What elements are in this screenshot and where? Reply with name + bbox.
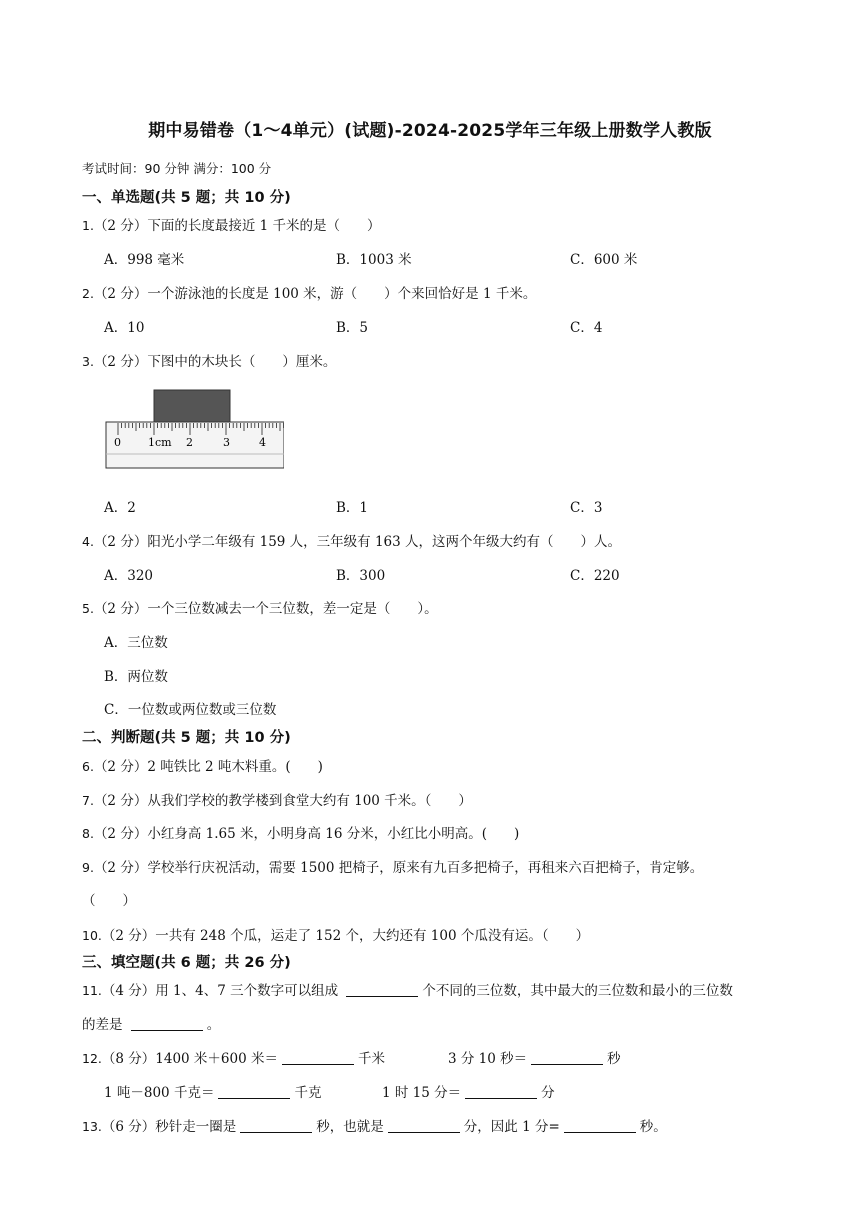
question-text: （2 分）从我们学校的教学楼到食堂大约有 100 千米。（ ） (93, 793, 472, 809)
question-text: 千克 (294, 1085, 322, 1101)
question-text: （2 分）一个游泳池的长度是 100 米，游（ ）个来回恰好是 1 千米。 (93, 286, 537, 302)
question-12-b (448, 1047, 621, 1067)
question-text: 1 时 15 分＝ (382, 1085, 462, 1101)
question-text: 1 吨－800 千克＝ (104, 1085, 215, 1101)
question-number: 1. (82, 218, 94, 233)
option-c[interactable]: C．3 (570, 500, 603, 516)
question-number: 13. (82, 1119, 102, 1134)
question-text: （2 分）一个三位数减去一个三位数，差一定是（ ）。 (93, 601, 438, 617)
question-text: （8 分）1400 米＋600 米＝ (101, 1051, 278, 1067)
question-text: 千米 (357, 1051, 385, 1067)
answer-blank[interactable] (131, 1016, 203, 1031)
option-b[interactable]: B．300 (336, 568, 386, 584)
question-text: 秒 (607, 1051, 621, 1067)
page-title: 期中易错卷（1～4单元）(试题)-2024-2025学年三年级上册数学人教版 (148, 121, 712, 141)
option-c[interactable]: C．4 (570, 320, 603, 336)
question-number: 11. (82, 983, 102, 998)
question-12 (82, 1047, 385, 1067)
question-number: 10. (82, 928, 102, 943)
question-8 (82, 822, 519, 842)
question-text: （2 分）学校举行庆祝活动，需要 1500 把椅子，原来有九百多把椅子，再租来六百把椅子，肯定够。 (93, 860, 704, 876)
question-11-cont (82, 1013, 220, 1033)
answer-blank[interactable] (388, 1118, 460, 1133)
question-text: 的差是 (82, 1017, 123, 1033)
section-heading-fill-in: 三、填空题(共 6 题；共 26 分) (82, 955, 291, 971)
option-a[interactable]: A．998 毫米 (104, 252, 185, 268)
answer-blank[interactable] (465, 1084, 537, 1099)
question-text: 秒，也就是 (316, 1119, 384, 1135)
question-text: 分，因此 1 分= (463, 1119, 560, 1135)
option-b[interactable]: B．1003 米 (336, 252, 412, 268)
question-text: （2 分）下面的长度最接近 1 千米的是（ ） (93, 218, 381, 234)
question-text: （6 分）秒针走一圈是 (101, 1119, 237, 1135)
answer-blank[interactable] (218, 1084, 290, 1099)
question-11 (82, 979, 733, 999)
ruler-figure (104, 388, 284, 472)
question-text: 个不同的三位数，其中最大的三位数和最小的三位数 (422, 983, 733, 999)
question-text: （4 分）用 1、4、7 三个数字可以组成 (101, 983, 339, 999)
question-2 (82, 282, 536, 302)
question-text: （2 分）小红身高 1.65 米，小明身高 16 分米，小红比小明高。( ) (93, 826, 520, 842)
answer-blank[interactable] (564, 1118, 636, 1133)
ruler-label-4: 4 (259, 436, 266, 449)
answer-blank[interactable] (346, 982, 418, 997)
option-b[interactable]: B．5 (336, 320, 369, 336)
option-a[interactable]: A．10 (104, 320, 145, 336)
answer-blank[interactable] (282, 1050, 354, 1065)
question-12-c (104, 1081, 321, 1101)
question-text: （2 分）阳光小学二年级有 159 人，三年级有 163 人，这两个年级大约有（ ）人。 (93, 534, 622, 550)
question-13 (82, 1115, 667, 1135)
question-7 (82, 789, 472, 809)
question-number: 12. (82, 1051, 102, 1066)
question-number: 6. (82, 759, 94, 774)
question-number: 2. (82, 286, 94, 301)
question-9-answer-paren: （ ） (82, 893, 136, 909)
question-5 (82, 597, 438, 617)
section-heading-single-choice: 一、单选题(共 5 题；共 10 分) (82, 190, 291, 206)
option-a[interactable]: A．320 (104, 568, 154, 584)
question-number: 4. (82, 534, 94, 549)
question-text: （2 分）一共有 248 个瓜，运走了 152 个，大约还有 100 个瓜没有运。（ ） (101, 928, 590, 944)
question-text: 。 (206, 1017, 221, 1033)
question-1 (82, 214, 381, 234)
option-c[interactable]: C．600 米 (570, 252, 638, 268)
section-heading-true-false: 二、判断题(共 5 题；共 10 分) (82, 730, 291, 746)
question-number: 8. (82, 826, 94, 841)
question-9 (82, 856, 703, 876)
option-b[interactable]: B．1 (336, 500, 369, 516)
question-3 (82, 350, 336, 370)
option-a[interactable]: A．三位数 (104, 635, 168, 651)
question-text: 秒。 (639, 1119, 667, 1135)
ruler-label-0: 0 (114, 436, 121, 449)
option-c[interactable]: C．一位数或两位数或三位数 (104, 702, 277, 718)
question-text: 3 分 10 秒＝ (448, 1051, 528, 1067)
exam-meta: 考试时间：90 分钟 满分：100 分 (82, 161, 272, 176)
question-4 (82, 530, 621, 550)
question-text: （2 分）2 吨铁比 2 吨木料重。( ) (93, 759, 323, 775)
ruler-body (106, 422, 284, 468)
question-number: 3. (82, 354, 94, 369)
option-b[interactable]: B．两位数 (104, 669, 168, 685)
question-6 (82, 755, 323, 775)
question-number: 9. (82, 860, 94, 875)
option-a[interactable]: A．2 (104, 500, 136, 516)
ruler-label-3: 3 (223, 436, 230, 449)
answer-blank[interactable] (240, 1118, 312, 1133)
ruler-label-1: 1cm (148, 436, 172, 449)
question-number: 5. (82, 601, 94, 616)
question-text: （2 分）下图中的木块长（ ）厘米。 (93, 354, 337, 370)
question-text: 分 (541, 1085, 555, 1101)
question-number: 7. (82, 793, 94, 808)
wood-block (154, 390, 230, 422)
question-10 (82, 924, 589, 944)
ruler-label-2: 2 (186, 436, 193, 449)
answer-blank[interactable] (531, 1050, 603, 1065)
question-12-d (382, 1081, 555, 1101)
option-c[interactable]: C．220 (570, 568, 620, 584)
